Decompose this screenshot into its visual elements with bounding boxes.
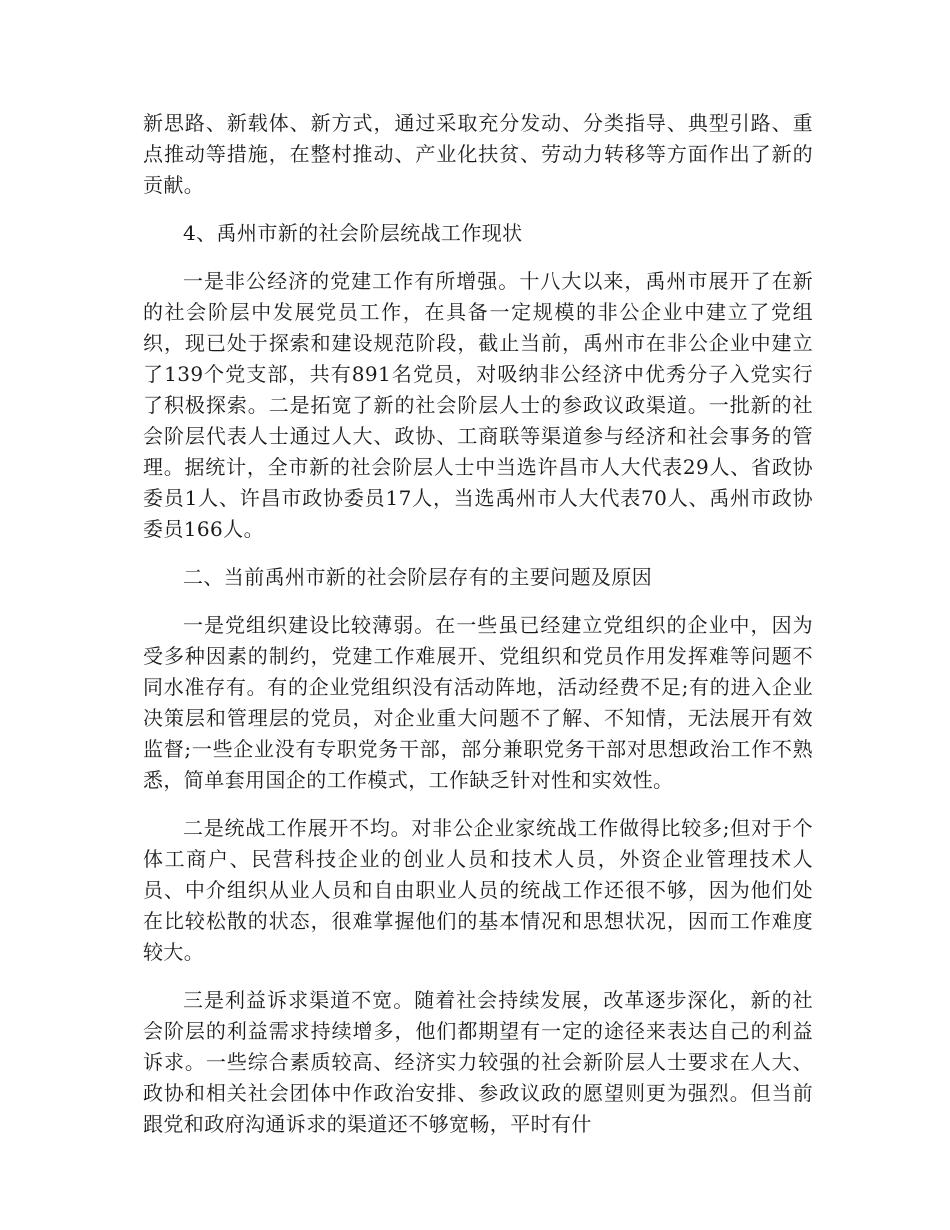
paragraph-uneven-work: 二是统战工作展开不均。对非公企业家统战工作做得比较多;但对于个体工商户、民营科技企业的创业人员和技术人员，外资企业管理技术人员、中介组织从业人员和自由职业人员的统战工作还很不够，因为他们处在比较松散的状态，很难掌握他们的基本情况和思想状况，因而工作难度较大。 — [143, 816, 813, 964]
section-heading-problems: 二、当前禹州市新的社会阶层存有的主要问题及原因 — [183, 565, 653, 589]
paragraph-continuation: 新思路、新载体、新方式，通过采取充分发动、分类指导、典型引路、重点推动等措施，在整村推动、产业化扶贫、劳动力转移等方面作出了新的贡献。 — [143, 111, 813, 197]
paragraph-narrow-channels: 三是利益诉求渠道不宽。随着社会持续发展，改革逐步深化，新的社会阶层的利益需求持续增多，他们都期望有一定的途径来表达自己的利益诉求。一些综合素质较高、经济实力较强的社会新阶层人士要求在人大、政协和相关社会团体中作政治安排、参政议政的愿望则更为强烈。但当前跟党和政府沟通诉求的渠道还不够宽畅，平时有什 — [143, 988, 813, 1136]
document-body — [143, 108, 813, 1157]
section-heading-status: 4、禹州市新的社会阶层统战工作现状 — [183, 221, 523, 245]
paragraph-party-building: 一是非公经济的党建工作有所增强。十八大以来，禹州市展开了在新的社会阶层中发展党员工作，在具备一定规模的非公企业中建立了党组织，现已处于探索和建设规范阶段，截止当前，禹州市在非公企业中建立了139个党支部，共有891名党员，对吸纳非公经济中优秀分子入党实行了积极探索。二是拓宽了新的社会阶层人士的参政议政渠道。一批新的社会阶层代表人士通过人大、政协、工商联等渠道参与经济和社会事务的管理。据统计，全市新的社会阶层人士中当选许昌市人大代表29人、省政协委员1人、许昌市政协委员17人，当选禹州市人大代表70人、禹州市政协委员166人。 — [143, 269, 813, 541]
paragraph-organization-weak: 一是党组织建设比较薄弱。在一些虽已经建立党组织的企业中，因为受多种因素的制约，党建工作难展开、党组织和党员作用发挥难等问题不同水准存有。有的企业党组织没有活动阵地，活动经费不足;有的进入企业决策层和管理层的党员，对企业重大问题不了解、不知情，无法展开有效监督;一些企业没有专职党务干部，部分兼职党务干部对思想政治工作不熟悉，简单套用国企的工作模式，工作缺乏针对性和实效性。 — [143, 613, 813, 792]
